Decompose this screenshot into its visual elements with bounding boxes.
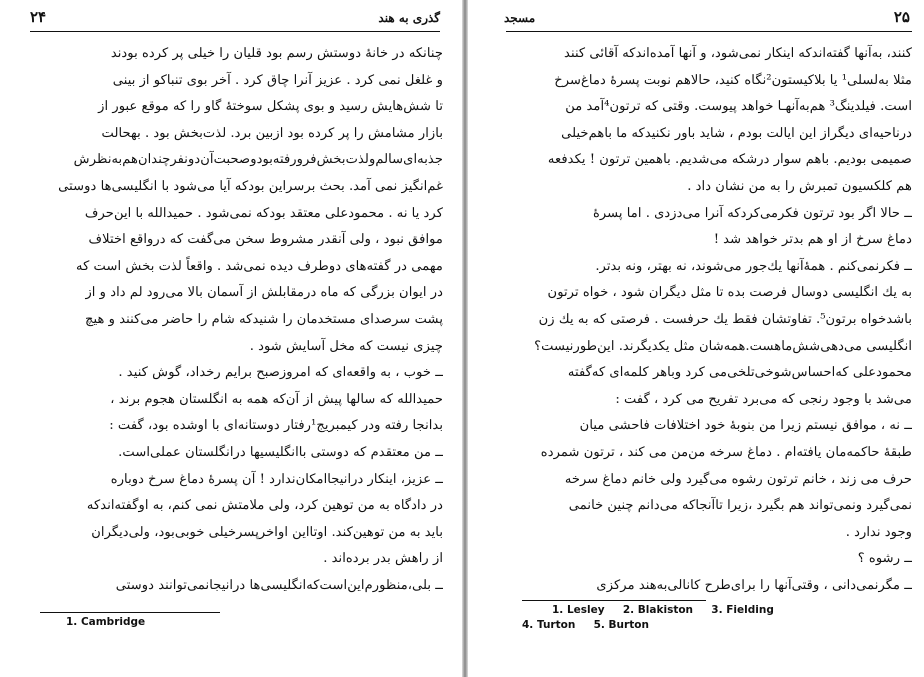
right-footnote-rule [522,600,706,601]
text-line: دماغ سرخ از او هم بدتر خواهد شد ! [713,232,912,248]
text-line: کرد یا نه . محمودعلی معتقد بودکه نمی‌شود . حمیدالله با این‌حرف [84,205,443,221]
text-line: ــ رشوه ؟ [857,551,912,567]
text-line: محمودعلی که‌احساس‌شوخی‌تلخی‌می کرد و‌باهر کلمه‌ای که‌گفته [567,365,912,381]
text-line: انگلیسی می‌دهی‌شش‌ماهست.همه‌شان مثل یکدیگرند. این‌طورنیست؟ [534,338,912,354]
right-footnote-row2: 4. Turton 5. Burton [522,619,649,631]
text-line: صمیمی بودیم. باهم سوار درشکه می‌شدیم. باهمین ترتون ! یکدفعه [547,152,912,168]
text-line: ــ نه ، موافق نیستم زیرا من بنوبهٔ خود اختلافات فاحشی میان [579,418,912,434]
text-line: بدانجا رفته ودر کیمبریج¹رفتار دوستانه‌ای با اوشده بود، گفت : [109,418,443,434]
text-line: به یك انگلیسی دوسال فرصت بده تا مثل دیگران شود ، خواه ترتون [547,285,912,301]
text-line: تا شش‌هایش رسید و بوی پشکل سوختهٔ گاو را که موقع عبور از [98,99,443,115]
text-line: وجود ندارد . [845,524,912,540]
text-line: موافق نبود ، ولی آنقدر مشروط سخن می‌گفت که درواقع اختلاف [88,232,443,248]
text-line: ــ مگر‌نمی‌دانی ، وقتی‌آنها را برای‌طرح کانالی‌به‌هند مرکزی [596,577,912,593]
text-line: می‌شد با وجود رنجی که می‌برد تفریح می کرد ، گفت : [615,391,912,407]
left-running-header [30,8,440,30]
text-line: ــ فکر‌نمی‌کنم . همهٔ‌آنها یك‌جور می‌شوند، نه بهتر، ونه بدتر. [595,258,912,274]
text-line: در دادگاه به من توهین کرد، ولی ملامتش نمی کنم، به اوگفته‌اندکه [86,498,443,514]
text-line: مثلا به‌لسلی¹ یا بلاکیستون²نگاه کنید، حالاهم نوبت پسرهٔ دماغ‌سرخ [554,72,912,88]
text-line: چیزی نیست که مخل آسایش شود . [249,338,443,354]
text-line: کنند، به‌آنها گفته‌اندکه اینکار نمی‌شود، و آنها آمده‌اندکه آقائی کنند [564,46,912,61]
text-line: باید به من توهین‌کند. اوتااین اواخر‌پسرخیلی خوبی‌بود، ولی‌دیگران [91,524,443,540]
text-line: از راهش بدر برده‌اند . [323,551,443,567]
left-header-rule [30,31,440,32]
left-footnote-rule [40,612,220,613]
text-line: پشت سرصدای مستخدمان را شنیدکه شام را حاضر می‌کنند و هیچ [85,311,443,327]
text-line: و غلغل نمی کرد . عزیز آنرا چاق کرد . آخر بوی تنباکو از بینی [112,72,443,88]
text-line: نمی‌گیرد ونمی‌تواند هم بگیرد ،زیرا تا‌آنجاکه می‌دانم چنین خانمی [568,498,912,514]
left-running-title: گذری به هند [378,11,440,25]
text-line: ــ بلی،منظورم‌این‌است‌که‌انگلیسی‌ها درانیجانمی‌توانند دوستی [115,577,443,593]
text-line: بازار مشامش را پر کرده بود ازبین برد. لذت‌بخش بود . بهحالت [101,125,443,141]
text-line: در ایوان بزرگی که ماه درمقابلش از آسمان بالا می‌رود لم داد و از [85,285,443,301]
text-line: ــ خوب ، به واقعه‌ای که امروزصبح برایم رخداد، گوش کنید . [118,365,443,381]
right-footnote-row1: 1. Lesley 2. Blakiston 3. Fielding [552,604,774,616]
right-body-text [508,41,912,599]
text-line: غم‌انگیز نمی آمد. بحث برسراین بودکه آیا می‌شود با انگلیسی‌ها دوستی [58,178,443,194]
text-line: طبقهٔ حاکمه‌مان یافته‌ام . دماغ سرخه من‌من می کند ، ترتون شمرده [540,444,912,460]
text-line: باشدخواه برتون⁵. تفاوتشان فقط یك حرفست . فرصتی که به یك زن [538,311,912,327]
right-running-title: مسجد [504,11,536,25]
text-line: مهمی در گفته‌های دوطرف دیده نمی‌شد . واقعاً لذت بخش است که [76,258,443,274]
text-line: ــ حالا اگر بود ترتون فکرمی‌کردکه آنرا می‌دزدی . اما پسرهٔ [592,205,912,221]
text-line: ــ من معتقدم که دوستی باانگلیسیها درانگلستان عملی‌است. [118,444,443,460]
right-running-header [504,8,910,30]
text-line: حرف می زند ، خانم ترتون رشوه می‌گیرد ولی خانم دماغ سرخه [564,471,912,487]
text-line: چنانکه در خانهٔ دوستش رسم بود قلیان را خیلی پر کرده بودند [110,46,443,61]
right-page-number: ۲۵ [893,8,910,26]
left-page-number: ۲۴ [30,8,47,26]
text-line: درناحیه‌ای دیگراز این ایالت بودم ، شاید باور نکنیدکه ما باهم‌خیلی [561,125,912,141]
left-body-text [38,41,443,599]
text-line: جذبه‌ای‌سالم‌ولذت‌بخش‌فرورفته‌بودوصحبت‌آن‌دو‌نفر‌چندان‌هم‌به‌نظرش [73,152,443,168]
text-line: هم کلکسیون تمبرش را به من نشان داد . [687,178,912,194]
left-footnote: 1. Cambridge [66,616,146,628]
right-header-rule [506,31,912,32]
right-page [468,0,924,677]
text-line: ــ عزیز، اینکار درانیجاامکان‌ندارد ! آن پسرهٔ دماغ سرخ دوباره [110,471,443,487]
text-line: است. فیلدینگ³ هم‌به‌آنهـا خواهد پیوست. وقتی که ترتون⁴آمد من [565,99,912,115]
text-line: حمیدالله که سالها پیش از آن‌که همه به انگلستان هجوم برند ، [110,391,443,407]
